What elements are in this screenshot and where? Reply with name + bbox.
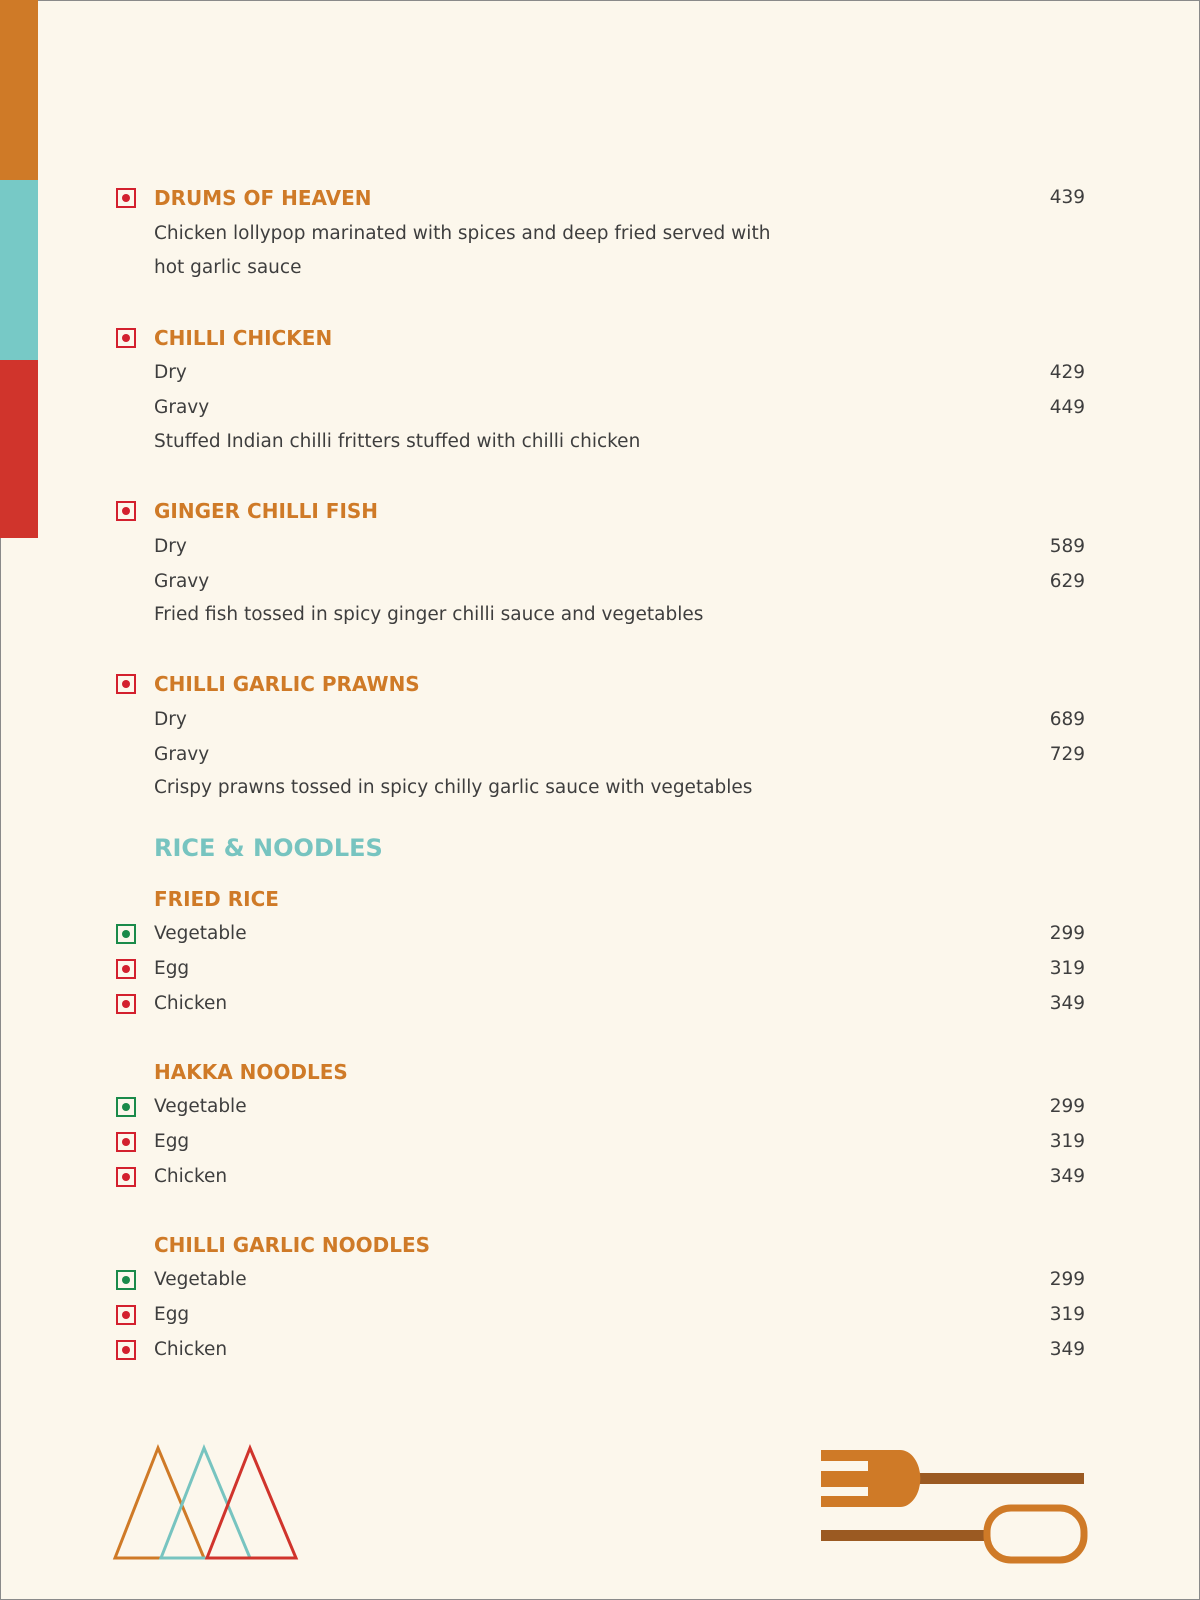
option-label: Egg: [154, 958, 190, 979]
group-title: CHILLI GARLIC NOODLES: [154, 1233, 431, 1257]
triangles-logo: [115, 1448, 296, 1558]
option-label: Chicken: [154, 993, 228, 1014]
item-title: GINGER CHILLI FISH: [154, 499, 379, 523]
variant-price: 729: [1049, 744, 1085, 765]
variant-label: Gravy: [154, 744, 210, 765]
option-label: Vegetable: [154, 923, 247, 944]
variant-price: 429: [1049, 362, 1085, 383]
option-label: Chicken: [154, 1339, 228, 1360]
item-description: hot garlic sauce: [154, 257, 302, 278]
option-price: 319: [1049, 958, 1085, 979]
option-label: Vegetable: [154, 1096, 247, 1117]
item-price: 439: [1049, 187, 1085, 208]
option-price: 349: [1049, 1339, 1085, 1360]
option-price: 319: [1049, 1131, 1085, 1152]
variant-price: 629: [1049, 571, 1085, 592]
option-price: 349: [1049, 1166, 1085, 1187]
option-label: Egg: [154, 1131, 190, 1152]
option-price: 299: [1049, 923, 1085, 944]
variant-price: 589: [1049, 536, 1085, 557]
item-description: Crispy prawns tossed in spicy chilly garlic sauce with vegetables: [154, 777, 753, 798]
group-title: FRIED RICE: [154, 887, 279, 911]
item-description: Chicken lollypop marinated with spices and deep fried served with: [154, 223, 771, 244]
item-title: DRUMS OF HEAVEN: [154, 186, 372, 210]
option-label: Vegetable: [154, 1269, 247, 1290]
option-label: Chicken: [154, 1166, 228, 1187]
fork-icon: [821, 1450, 1084, 1507]
section-heading: RICE & NOODLES: [154, 834, 383, 862]
group-title: HAKKA NOODLES: [154, 1060, 348, 1084]
spoon-icon: [821, 1508, 1084, 1560]
item-description: Stuffed Indian chilli fritters stuffed with chilli chicken: [154, 431, 641, 452]
option-price: 349: [1049, 993, 1085, 1014]
variant-label: Dry: [154, 709, 187, 730]
item-description: Fried fish tossed in spicy ginger chilli sauce and vegetables: [154, 604, 704, 625]
variant-price: 449: [1049, 397, 1085, 418]
variant-label: Dry: [154, 362, 187, 383]
variant-price: 689: [1049, 709, 1085, 730]
variant-label: Dry: [154, 536, 187, 557]
option-price: 299: [1049, 1096, 1085, 1117]
item-title: CHILLI CHICKEN: [154, 326, 333, 350]
option-price: 319: [1049, 1304, 1085, 1325]
option-label: Egg: [154, 1304, 190, 1325]
variant-label: Gravy: [154, 397, 210, 418]
variant-label: Gravy: [154, 571, 210, 592]
item-title: CHILLI GARLIC PRAWNS: [154, 672, 420, 696]
option-price: 299: [1049, 1269, 1085, 1290]
